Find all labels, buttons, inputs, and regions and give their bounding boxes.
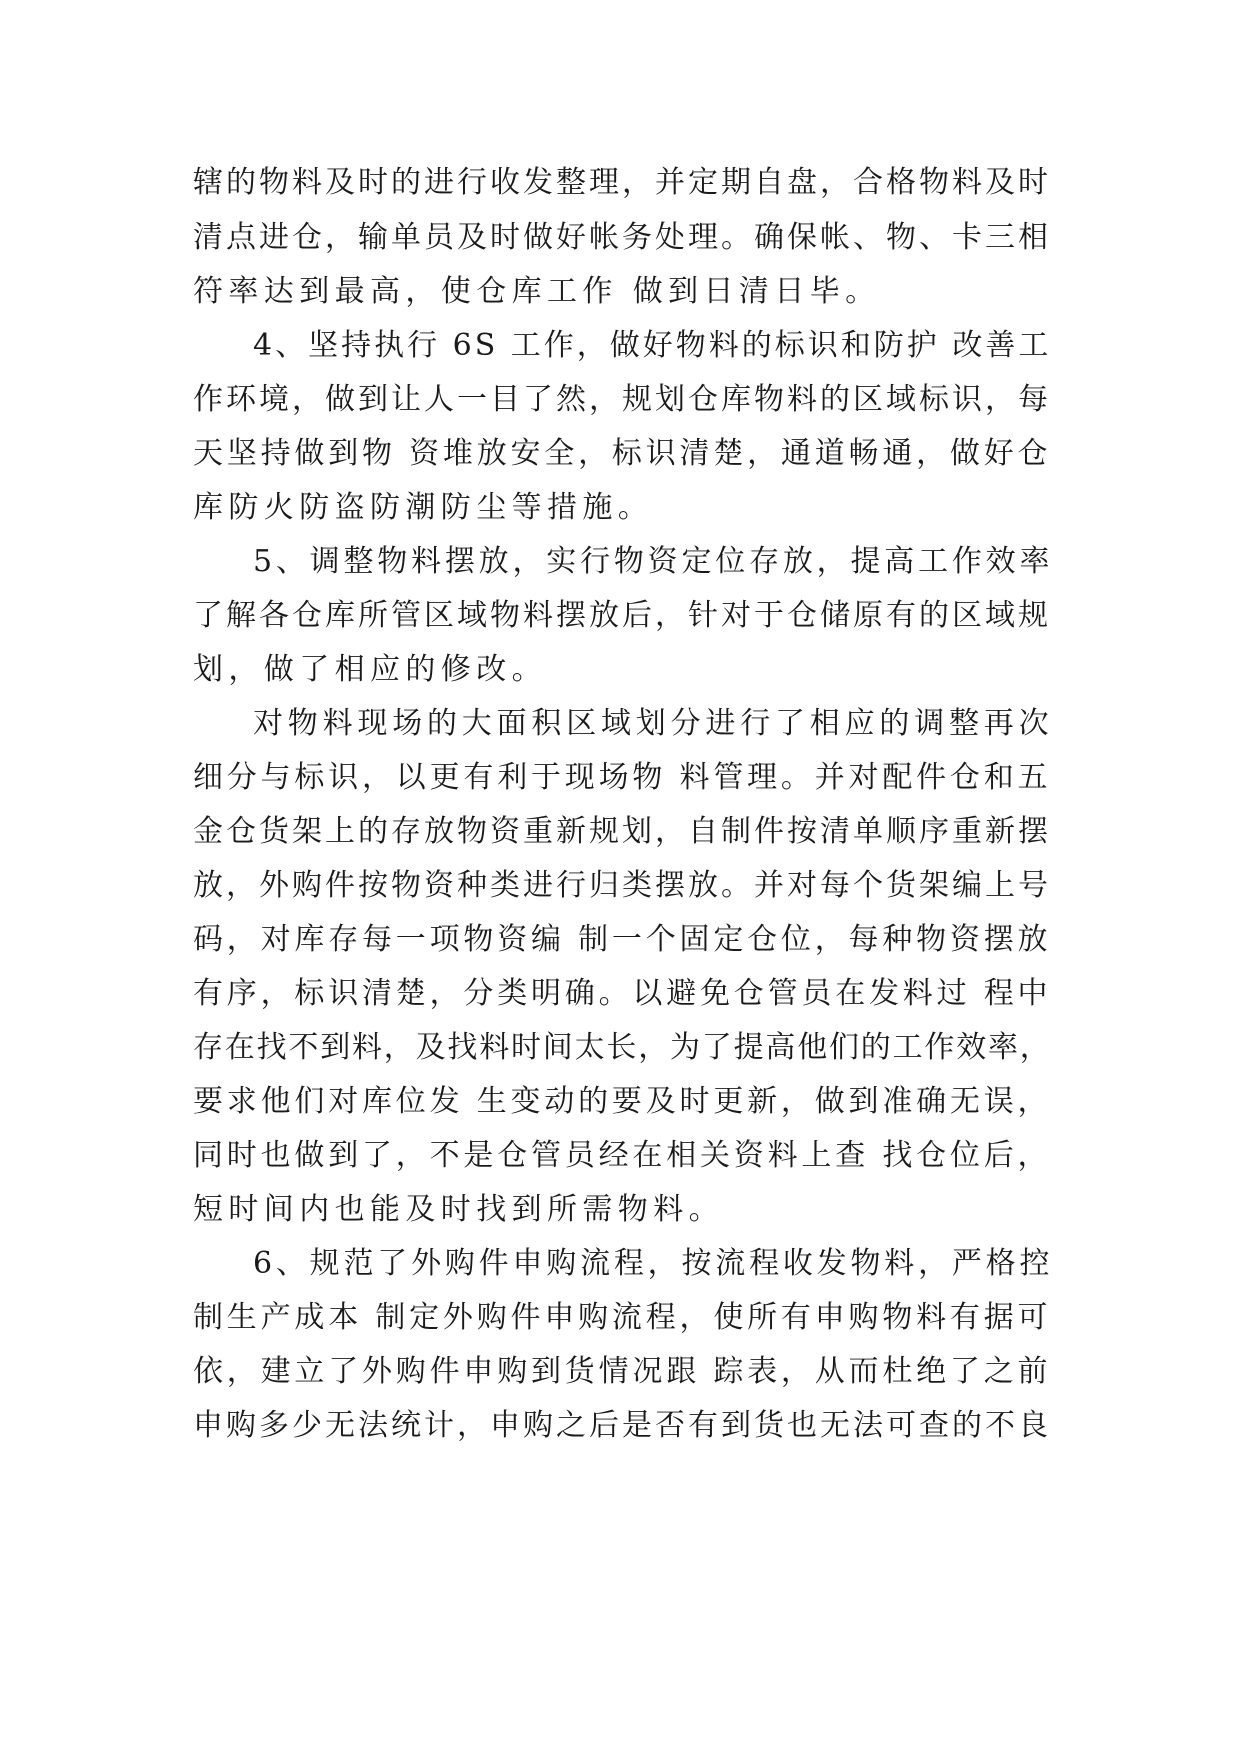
text-line: 同时也做到了，不是仓管员经在相关资料上查 找仓位后， (193, 1138, 1052, 1173)
text-line: 申购多少无法统计，申购之后是否有到货也无法可查的不良 (193, 1408, 1051, 1443)
text-line: 短时间内也能及时找到所需物料。 (193, 1192, 724, 1227)
text-line: 辖的物料及时的进行收发整理，并定期自盘，合格物料及时 (193, 165, 1051, 200)
text-line: 划，做了相应的修改。 (193, 652, 547, 687)
text-line: 符率达到最高，使仓库工作 做到日清日毕。 (193, 274, 881, 309)
text-line: 清点进仓，输单员及时做好帐务处理。确保帐、物、卡三相 (193, 220, 1051, 255)
text-line: 有序，标识清楚，分类明确。以避免仓管员在发料过 程中 (193, 976, 1052, 1011)
text-line: 细分与标识，以更有利于现场物 料管理。并对配件仓和五 (193, 760, 1052, 795)
text-line: 天坚持做到物 资堆放安全，标识清楚，通道畅通，做好仓 (193, 436, 1052, 471)
text-line: 作环境，做到让人一目了然，规划仓库物料的区域标识，每 (193, 382, 1051, 417)
text-line: 放，外购件按物资种类进行归类摆放。并对每个货架编上号 (193, 868, 1051, 903)
text-line: 要求他们对库位发 生变动的要及时更新，做到准确无误， (193, 1084, 1052, 1119)
text-line: 对物料现场的大面积区域划分进行了相应的调整再次 (253, 706, 1054, 741)
text-line: 了解各仓库所管区域物料摆放后，针对于仓储原有的区域规 (193, 598, 1051, 633)
text-line: 5、调整物料摆放，实行物资定位存放，提高工作效率 (253, 544, 1054, 579)
text-line: 6、规范了外购件申购流程，按流程收发物料，严格控 (253, 1246, 1054, 1281)
text-line: 金仓货架上的存放物资重新规划，自制件按清单顺序重新摆 (193, 814, 1051, 849)
text-line: 库防火防盗防潮防尘等措施。 (193, 490, 654, 525)
text-line: 依，建立了外购件申购到货情况跟 踪表，从而杜绝了之前 (193, 1354, 1052, 1389)
text-line: 4、坚持执行 6S 工作，做好物料的标识和防护 改善工 (253, 328, 1052, 363)
text-line: 存在找不到料，及找料时间太长，为了提高他们的工作效率， (193, 1030, 1052, 1065)
text-line: 码，对库存每一项物资编 制一个固定仓位，每种物资摆放 (193, 922, 1052, 957)
text-line: 制生产成本 制定外购件申购流程，使所有申购物料有据可 (193, 1300, 1052, 1335)
